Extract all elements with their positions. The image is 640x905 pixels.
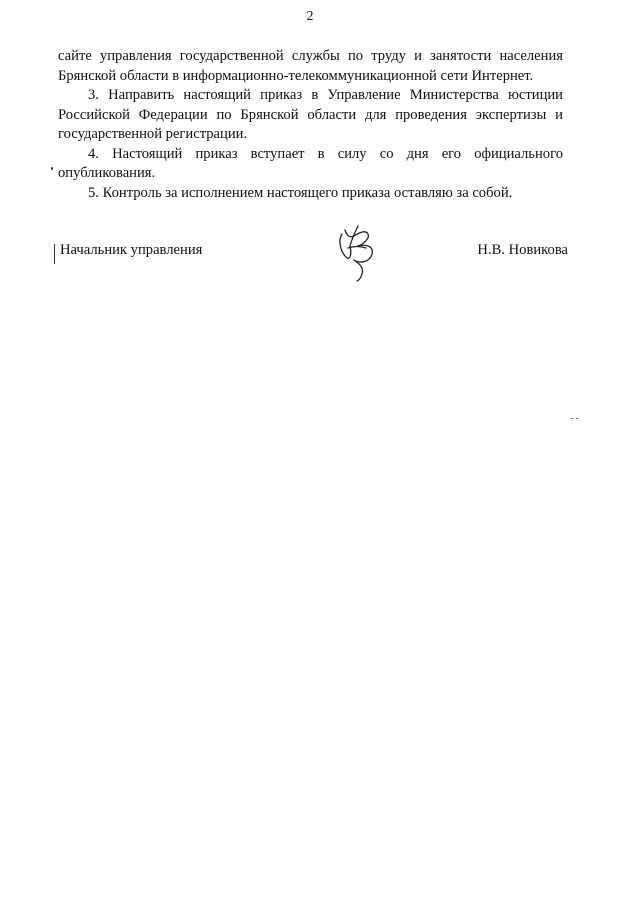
margin-tick	[54, 244, 55, 264]
page-number: 2	[306, 9, 314, 24]
handwritten-signature	[330, 216, 390, 282]
paragraph-item-3: 3. Направить настоящий приказ в Управление Министерства юстиции Российской Федерации по Брянской области для проведения экспертизы и государственной регистрации.	[58, 87, 563, 142]
paragraph-continued: сайте управления государственной службы по труду и занятости населения Брянской области в информационно-телекоммуникационной сети Интернет.	[58, 48, 563, 84]
signer-position: Начальник управления	[60, 242, 203, 258]
margin-mark	[51, 167, 53, 170]
signature-block	[58, 242, 568, 282]
paragraph-item-5: 5. Контроль за исполнением настоящего приказа оставляю за собой.	[88, 184, 513, 201]
paragraph-item-4: 4. Настоящий приказ вступает в силу со дня его официального опубликования.	[58, 145, 563, 181]
signer-name: Н.В. Новикова	[477, 242, 568, 258]
document-body	[58, 47, 563, 203]
scan-specks	[571, 418, 579, 420]
